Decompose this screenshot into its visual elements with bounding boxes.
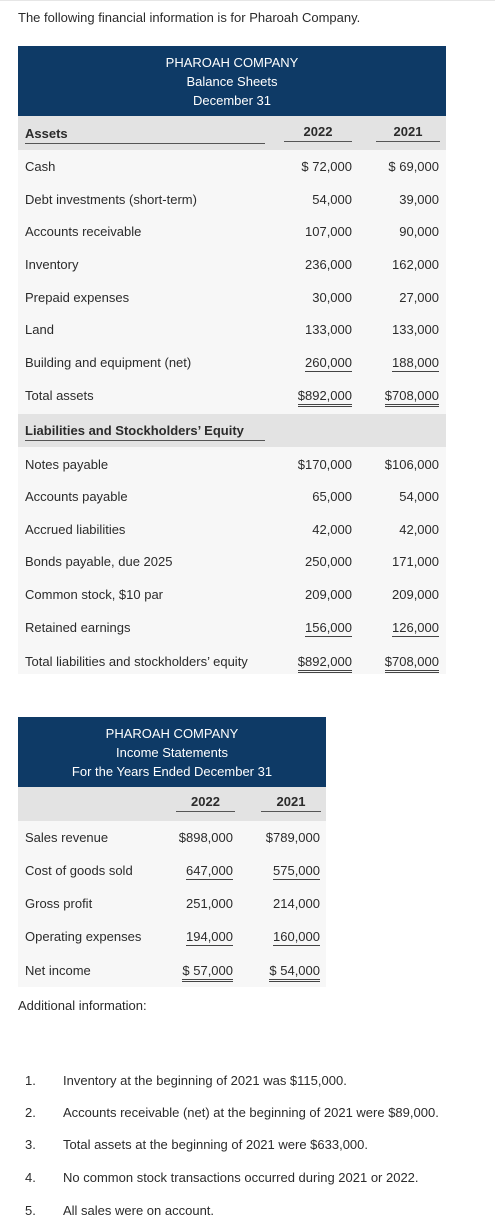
is-company: PHAROAH COMPANY — [105, 726, 239, 741]
is-period: For the Years Ended December 31 — [71, 764, 273, 779]
liabilities-header: Liabilities and Stockholders’ Equity — [25, 423, 265, 441]
total-liabilities-row: Total liabilities and stockholders’ equity $892,000 $708,000 — [18, 652, 446, 672]
balance-sheet-header — [18, 46, 446, 116]
net-income-row: Net income $ 57,000 $ 54,000 — [18, 961, 326, 981]
is-title: Income Statements — [116, 745, 228, 760]
list-item: Total assets at the beginning of 2021 were $633,000. — [63, 1137, 368, 1152]
list-item: All sales were on account. — [63, 1203, 215, 1218]
bs-year-2022: 2022 — [284, 124, 352, 142]
table-row: Gross profit 251,000 214,000 — [25, 896, 320, 911]
table-row: Prepaid expenses 30,000 27,000 — [25, 290, 439, 305]
bs-title: Balance Sheets — [186, 74, 278, 89]
table-row: Cost of goods sold 647,000 575,000 — [25, 863, 320, 878]
total-assets-row: Total assets $892,000 $708,000 — [18, 386, 446, 406]
table-row: Accounts receivable 107,000 90,000 — [25, 224, 439, 239]
table-row: Sales revenue $898,000 $789,000 — [25, 830, 320, 845]
income-statement-header — [18, 717, 326, 787]
list-item: Inventory at the beginning of 2021 was $115,000. — [63, 1073, 347, 1088]
table-row: Building and equipment (net) 260,000 188,000 — [25, 355, 439, 370]
top-divider — [0, 0, 495, 1]
intro-text: The following financial information is for Pharoah Company. — [18, 10, 361, 25]
table-row: Land 133,000 133,000 — [25, 322, 439, 337]
bs-date: December 31 — [192, 93, 272, 108]
bs-company: PHAROAH COMPANY — [165, 55, 299, 70]
list-item: No common stock transactions occurred during 2021 or 2022. — [63, 1170, 419, 1185]
list-item-number: 1. — [25, 1073, 36, 1088]
additional-info-heading: Additional information: — [18, 998, 147, 1013]
is-year-2021: 2021 — [261, 794, 321, 812]
table-row: Cash $ 72,000 $ 69,000 — [25, 159, 439, 174]
is-year-2022: 2022 — [176, 794, 235, 812]
list-item: Accounts receivable (net) at the beginning of 2021 were $89,000. — [63, 1105, 439, 1120]
table-row: Inventory 236,000 162,000 — [25, 257, 439, 272]
table-row: Bonds payable, due 2025 250,000 171,000 — [25, 554, 439, 569]
table-row: Debt investments (short-term) 54,000 39,000 — [25, 192, 439, 207]
table-row: Notes payable $170,000 $106,000 — [25, 457, 439, 472]
table-row: Common stock, $10 par 209,000 209,000 — [25, 587, 439, 602]
list-item-number: 3. — [25, 1137, 36, 1152]
assets-header: Assets — [25, 126, 265, 144]
bs-year-2021: 2021 — [376, 124, 440, 142]
table-row: Accrued liabilities 42,000 42,000 — [25, 522, 439, 537]
list-item-number: 4. — [25, 1170, 36, 1185]
table-row: Accounts payable 65,000 54,000 — [25, 489, 439, 504]
list-item-number: 5. — [25, 1203, 36, 1218]
table-row: Retained earnings 156,000 126,000 — [25, 620, 439, 635]
list-item-number: 2. — [25, 1105, 36, 1120]
table-row: Operating expenses 194,000 160,000 — [25, 929, 320, 944]
